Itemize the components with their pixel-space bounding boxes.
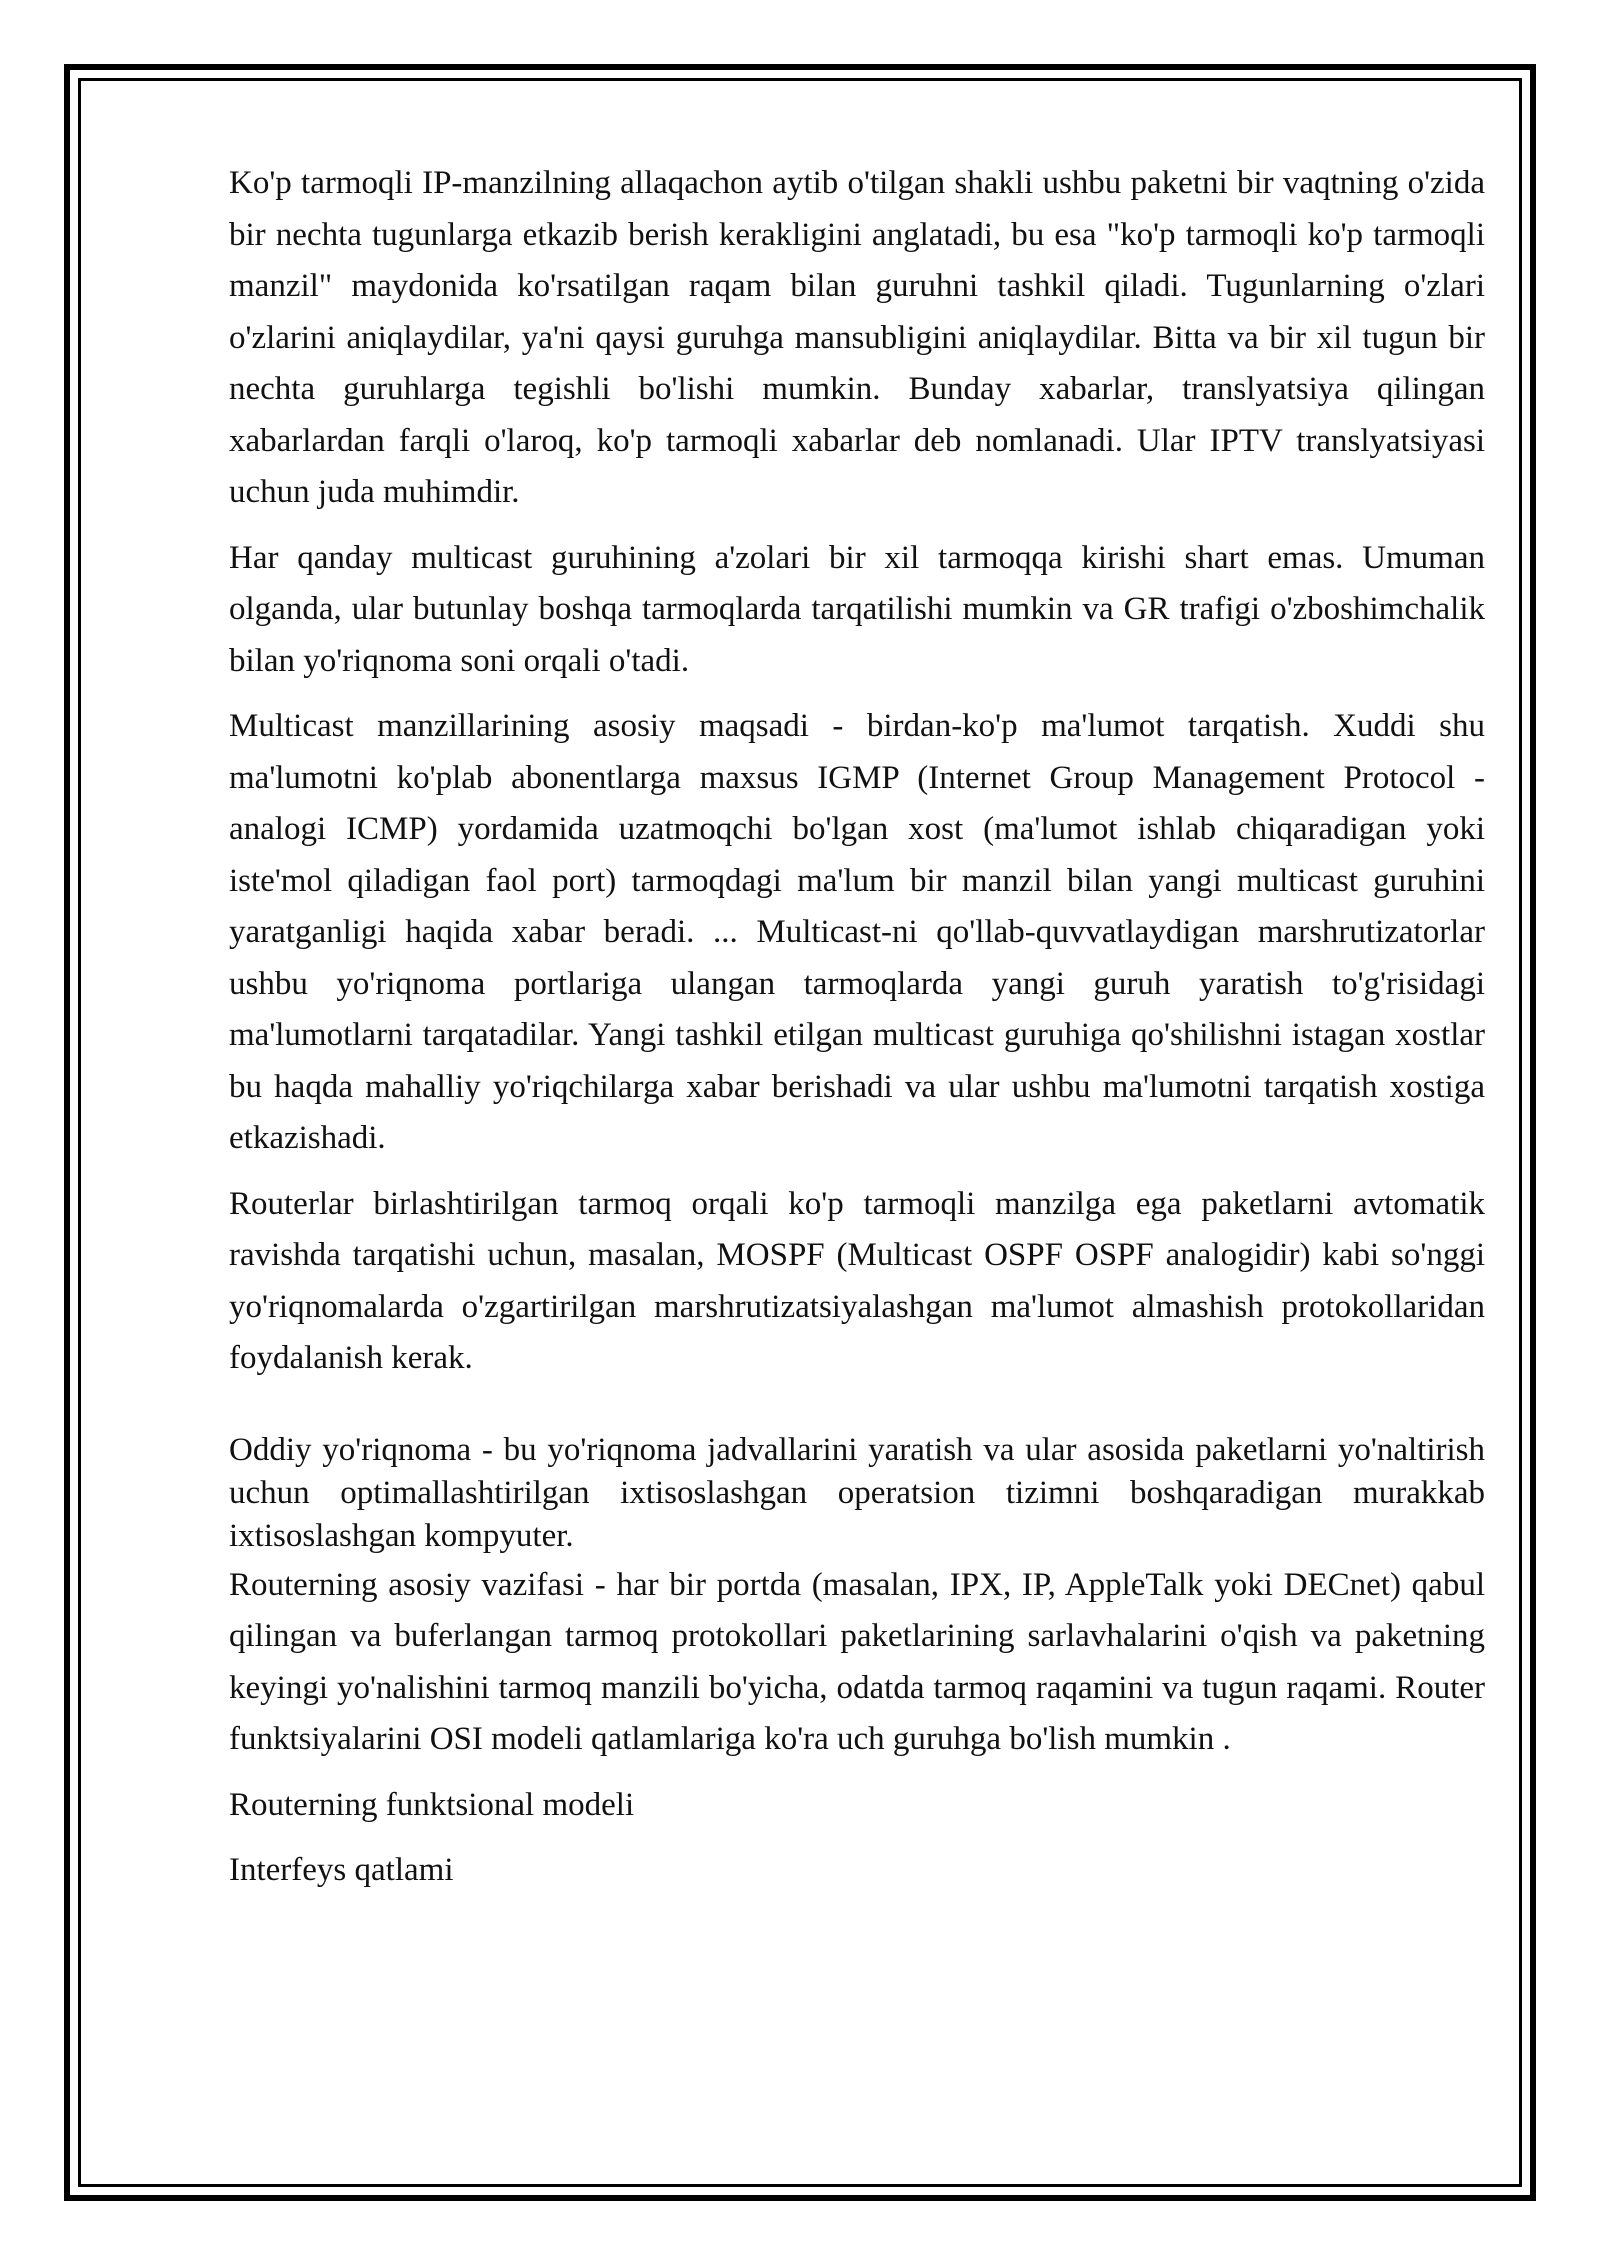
- paragraph-routers-mospf: Routerlar birlashtirilgan tarmoq orqali ko'p tarmoqli manzilga ega paketlarni avtomatik ravishda tarqatishi uchun, masalan, MOSPF (Multicast OSPF OSPF analogidir) kabi so'nggi yo'riqnomalarda o'zgartirilgan marshrutizatsiyalashgan ma'lumot almashish protokollaridan foydalanish kerak.: [229, 1185, 1485, 1376]
- paragraph-router-function: Routerning asosiy vazifasi - har bir portda (masalan, IPX, IP, AppleTalk yoki DECnet) qabul qilingan va buferlangan tarmoq protokollari paketlarining sarlavhalarini o'qish va paketning keyingi yo'nalishini tarmoq manzili bo'yicha, odatda tarmoq raqamini va tugun raqami. Router funktsiyalarini OSI modeli qatlamlariga ko'ra uch guruhga bo'lish mumkin .: [229, 1566, 1485, 1757]
- paragraph-multicast-address: Ko'p tarmoqli IP-manzilning allaqachon aytib o'tilgan shakli ushbu paketni bir vaqtning o'zida bir nechta tugunlarga etkazib berish kerakligini anglatadi, bu esa "ko'p tarmoqli ko'p tarmoqli manzil" maydonida ko'rsatilgan raqam bilan guruhni tashkil qiladi. Tugunlarning o'zlari o'zlarini aniqlaydilar, ya'ni qaysi guruhga mansubligini aniqlaydilar. Bitta va bir xil tugun bir nechta guruhlarga tegishli bo'lishi mumkin. Bunday xabarlar, translyatsiya qilingan xabarlardan farqli o'laroq, ko'p tarmoqli xabarlar deb nomlanadi. Ular IPTV translyatsiyasi uchun juda muhimdir.: [229, 165, 1485, 510]
- line-interface-layer: Interfeys qatlami: [229, 1852, 454, 1888]
- document-body: [229, 158, 1485, 1911]
- line-router-functional-model: Routerning funktsional modeli: [229, 1786, 635, 1823]
- paragraph-multicast-group: Har qanday multicast guruhining a'zolari bir xil tarmoqqa kirishi shart emas. Umuman olganda, ular butunlay boshqa tarmoqlarda tarqatilishi mumkin va GR trafigi o'zboshimchalik bilan yo'riqnoma soni orqali o'tadi.: [229, 539, 1485, 679]
- paragraph-multicast-purpose: Multicast manzillarining asosiy maqsadi - birdan-ko'p ma'lumot tarqatish. Xuddi shu ma'lumotni ko'plab abonentlarga maxsus IGMP (Internet Group Management Protocol - analogi ICMP) yordamida uzatmoqchi bo'lgan xost (ma'lumot ishlab chiqaradigan yoki iste'mol qiladigan faol port) tarmoqdagi ma'lum bir manzil bilan yangi multicast guruhini yaratganligi haqida xabar beradi. ... Multicast-ni qo'llab-quvvatlaydigan marshrutizatorlar ushbu yo'riqnoma portlariga ulangan tarmoqlarda yangi guruh yaratish to'g'risidagi ma'lumotlarni tarqatadilar. Yangi tashkil etilgan multicast guruhiga qo'shilishni istagan xostlar bu haqda mahalliy yo'riqchilarga xabar berishadi va ular ushbu ma'lumotni tarqatish xostiga etkazishadi.: [229, 708, 1485, 1156]
- paragraph-router-definition: Oddiy yo'riqnoma - bu yo'riqnoma jadvallarini yaratish va ular asosida paketlarni yo'naltirish uchun optimallashtirilgan ixtisoslashgan operatsion tizimni boshqaradigan murakkab ixtisoslashgan kompyuter.: [229, 1431, 1485, 1554]
